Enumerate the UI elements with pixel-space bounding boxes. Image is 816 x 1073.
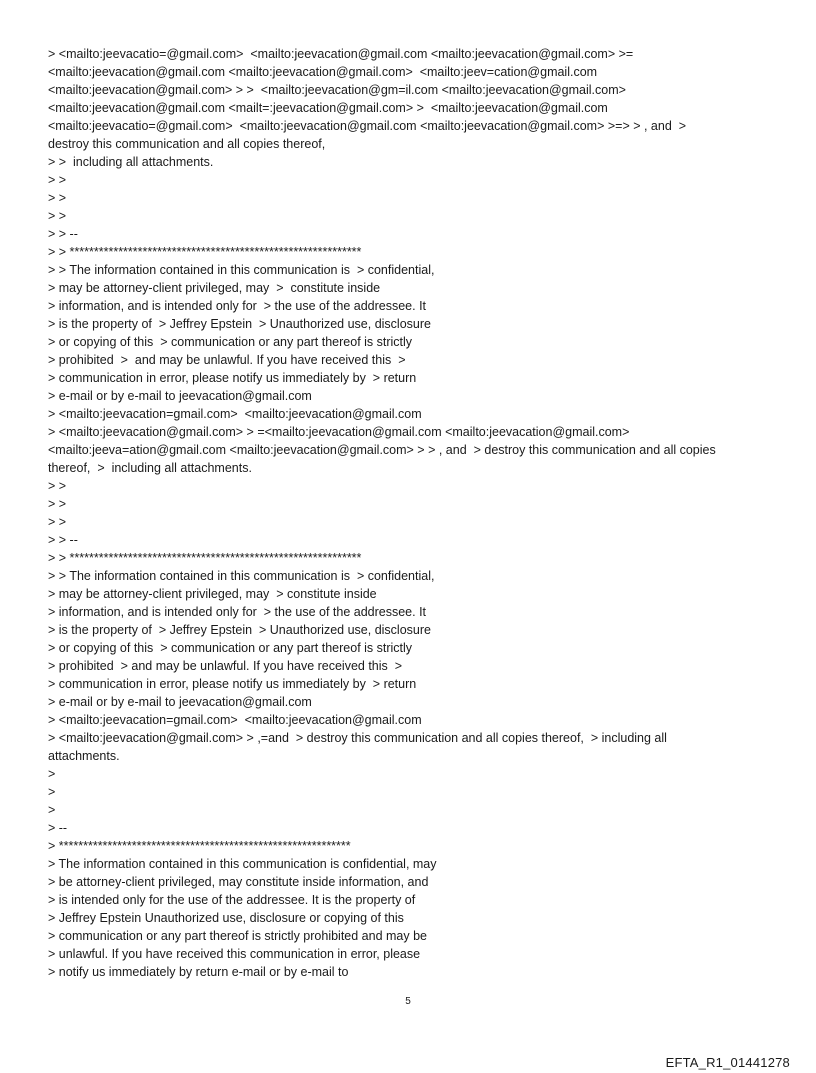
email-text-line: > may be attorney-client privileged, may > constitute inside	[48, 281, 381, 295]
email-text-line: > > ************************************************************	[48, 551, 362, 565]
email-text-line: <mailto:jeevacation@gmail.com <mailt=:jeevacation@gmail.com> > <mailto:jeevacation@gmail.com	[48, 101, 608, 115]
email-text-line: > >	[48, 515, 67, 529]
email-text-line: > or copying of this > communication or any part thereof is strictly	[48, 641, 413, 655]
email-text-line: > is the property of > Jeffrey Epstein > Unauthorized use, disclosure	[48, 623, 431, 637]
email-text-line: > be attorney-client privileged, may constitute inside information, and	[48, 875, 429, 889]
email-text-line: > > including all attachments.	[48, 155, 214, 169]
email-text-line: > e-mail or by e-mail to jeevacation@gmail.com	[48, 695, 312, 709]
email-text-line: > notify us immediately by return e-mail or by e-mail to	[48, 965, 349, 979]
email-text-line: > >	[48, 173, 67, 187]
email-text-line: > is intended only for the use of the addressee. It is the property of	[48, 893, 416, 907]
email-text-line: > <mailto:jeevacation@gmail.com> > ,=and > destroy this communication and all copies thereof, > including all	[48, 731, 667, 745]
email-text-line: > is the property of > Jeffrey Epstein > Unauthorized use, disclosure	[48, 317, 431, 331]
email-text-line: > ************************************************************	[48, 839, 351, 853]
email-text-line: > Jeffrey Epstein Unauthorized use, disclosure or copying of this	[48, 911, 404, 925]
email-text-line: > information, and is intended only for > the use of the addressee. It	[48, 299, 427, 313]
email-text-line: <mailto:jeevacatio=@gmail.com> <mailto:jeevacation@gmail.com <mailto:jeevacation@gmail.com> >=> > , and >	[48, 119, 687, 133]
document-id: EFTA_R1_01441278	[665, 1055, 790, 1070]
email-text-line: destroy this communication and all copies thereof,	[48, 137, 326, 151]
email-text-line: > --	[48, 821, 68, 835]
email-text-line: attachments.	[48, 749, 120, 763]
email-text-line: > communication or any part thereof is strictly prohibited and may be	[48, 929, 428, 943]
email-text-line: > > ************************************************************	[48, 245, 362, 259]
email-text-line: > The information contained in this communication is confidential, may	[48, 857, 437, 871]
email-text-line: > >	[48, 191, 67, 205]
page-number: 5	[405, 996, 411, 1007]
email-text-line: > may be attorney-client privileged, may > constitute inside	[48, 587, 377, 601]
email-text-line: > information, and is intended only for > the use of the addressee. It	[48, 605, 427, 619]
email-text-line: > <mailto:jeevacation@gmail.com> > =<mailto:jeevacation@gmail.com <mailto:jeevacation@gmail.com>	[48, 425, 630, 439]
email-text-line: > >	[48, 209, 67, 223]
email-text-line: > communication in error, please notify us immediately by > return	[48, 677, 417, 691]
email-text-line: > > --	[48, 533, 78, 547]
email-text-line: > > The information contained in this communication is > confidential,	[48, 263, 435, 277]
email-text-line: thereof, > including all attachments.	[48, 461, 252, 475]
email-text-line: >	[48, 785, 56, 799]
email-text-line: > <mailto:jeevacation=gmail.com> <mailto:jeevacation@gmail.com	[48, 713, 422, 727]
email-text-line: > <mailto:jeevacatio=@gmail.com> <mailto:jeevacation@gmail.com <mailto:jeevacation@gmail.com> >=	[48, 47, 634, 61]
email-text-line: > unlawful. If you have received this communication in error, please	[48, 947, 421, 961]
email-text-line: > > --	[48, 227, 78, 241]
email-text-line: > <mailto:jeevacation=gmail.com> <mailto:jeevacation@gmail.com	[48, 407, 422, 421]
email-text-line: > prohibited > and may be unlawful. If you have received this >	[48, 659, 403, 673]
email-text-line: > communication in error, please notify us immediately by > return	[48, 371, 417, 385]
email-text-line: <mailto:jeevacation@gmail.com> > > <mailto:jeevacation@gm=il.com <mailto:jeevacation@gmail.com>	[48, 83, 626, 97]
email-text-line: >	[48, 803, 56, 817]
email-text-line: > prohibited > and may be unlawful. If you have received this >	[48, 353, 406, 367]
email-text-line: <mailto:jeevacation@gmail.com <mailto:jeevacation@gmail.com> <mailto:jeev=cation@gmail.com	[48, 65, 598, 79]
email-text-line: > >	[48, 497, 67, 511]
email-text-line: > >	[48, 479, 67, 493]
email-text-line: >	[48, 767, 56, 781]
email-text-line: > or copying of this > communication or any part thereof is strictly	[48, 335, 413, 349]
email-text-line: > > The information contained in this communication is > confidential,	[48, 569, 435, 583]
email-body	[48, 45, 788, 981]
email-text-line: > e-mail or by e-mail to jeevacation@gmail.com	[48, 389, 312, 403]
email-text-line: <mailto:jeeva=ation@gmail.com <mailto:jeevacation@gmail.com> > > , and > destroy this communication and all copies	[48, 443, 716, 457]
